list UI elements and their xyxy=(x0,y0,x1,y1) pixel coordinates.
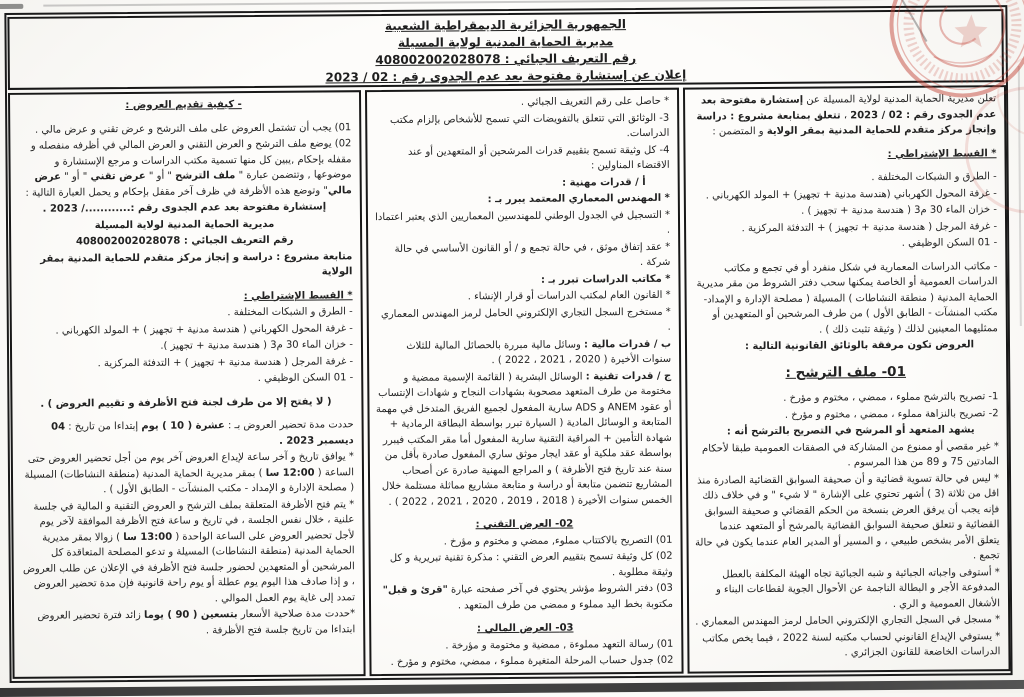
text-segment: تعلن مديرية الحماية المدنية لولاية المسيلة عن xyxy=(803,93,997,106)
text-segment: متابعة مشروع : دراسة و إنجاز مركز متقدم للحماية المدنية بمقر الولاية xyxy=(40,250,353,278)
paragraph xyxy=(16,96,351,114)
paragraph xyxy=(691,146,996,164)
text-segment: * مستخرج السجل التجاري الإلكتروني الحامل لرمز المهندس المعماري . xyxy=(380,306,671,333)
text-segment: وسائل مالية مبررة بالحصائل المالية للثلاث سنوات الأخيرة ( 2020 ، 2021 ، 2022 ) . xyxy=(406,338,672,367)
text-segment: مكتوبة بخط اليد مملوء و ممضي من طرف المتعهد . xyxy=(457,598,674,611)
paragraph xyxy=(376,532,672,550)
text-segment: - مكاتب الدراسات المعمارية في شكل منفرد أو في تجمع و مكاتب الدراسات العمومية أو الخاصة يمكنها سحب دفتر الشروط من مقر مديرية الحماية المدنية ( منطقة النشاطات ) المسيلة ( مصلحة الإدارة و الإمداد- مكتب المنشآت - الطابق الأول ) من طرف المرشحين أو المتعهدين أو ممثليهما المعينين لذلك ( وثيقة تثبت ذلك ) . xyxy=(696,260,998,336)
text-segment: 01) رسالة التعهد مملوءة , ممضية و مختومة و مؤرخة . xyxy=(445,638,674,652)
text-segment: إبتداءا من تاريخ : xyxy=(65,420,142,433)
text-segment: - غرفة المرجل ( هندسة مدنية + تجهيز ) + التدفئة المركزية . xyxy=(741,220,998,234)
paragraph xyxy=(691,91,996,140)
text-segment: مديرية الحماية المدنية لولاية المسيلة xyxy=(94,218,275,231)
paragraph xyxy=(19,417,354,451)
text-segment: 3- الوثائق التي تتعلق بالتفويضات التي تسمح للأشخاص بإلزام مكتب الدراسات. xyxy=(389,112,670,140)
paragraph xyxy=(18,288,353,306)
paragraph xyxy=(377,636,673,654)
paragraph xyxy=(20,606,355,640)
scan-edge-right xyxy=(1018,66,1022,326)
paragraph xyxy=(693,390,998,408)
text-segment: * يستوفي الإيداع القانوني لحساب مكتبه لسنة 2022 ، فيما يخص مكاتب الدراسات الخاضعة للقانون الجزائري . xyxy=(702,631,1001,659)
paragraph xyxy=(375,368,672,510)
paragraph xyxy=(18,337,353,355)
text-segment: إستشارة مفتوحة بعد عدم الجدوى رقم : 02 / 2023 xyxy=(700,94,997,121)
text-segment: - الطرق و الشبكات المختلفة . xyxy=(871,171,997,184)
text-segment: * المهندس المعماري المعتمد يبرر بـ : xyxy=(487,192,670,206)
paragraph xyxy=(18,354,353,372)
text-segment: العروض تكون مرفقة بالوثائق القانونية التالية : xyxy=(744,339,975,353)
paragraph xyxy=(692,169,997,187)
text-segment: زائد فترة تحضير العروض ابتداءا من تاريخ جلسة فتح الأظرفة . xyxy=(37,609,356,636)
document-header xyxy=(7,9,1004,90)
text-segment: رقم التعريف الجبائي : 408002002028078 xyxy=(75,234,294,248)
text-segment: 4- كل وثيقة تسمح بتقييم قدرات المرشحين أو المتعهدين أو عند الاقتضاء المناولين : xyxy=(407,144,670,172)
text-segment: 01- ملف الترشح : xyxy=(785,363,907,381)
paragraph xyxy=(18,304,353,322)
text-segment: * حاصل على رقم التعريف الجبائي . xyxy=(520,95,670,108)
paragraph xyxy=(377,620,673,638)
paragraph xyxy=(377,653,673,671)
text-segment: ملف الترشح xyxy=(175,170,236,182)
paragraph xyxy=(694,471,1000,566)
paragraph xyxy=(373,142,669,175)
paragraph xyxy=(375,288,671,306)
scan-edge-top xyxy=(43,0,903,7)
paragraph xyxy=(695,565,1000,614)
header-line-tax-id: رقم التعريف الجبائي : 408002002028078 xyxy=(375,51,637,68)
text-segment: 04 ديسمبر 2023 . xyxy=(51,421,354,447)
paragraph xyxy=(16,120,351,138)
text-segment: 02) يوضع ملف الترشح و العرض التقني و العرض المالي في أظرفه منفصله و مقفله بإحكام ,يبين كل منها تسمية مكتب الدراسات و مرجع الإستشارة و موضوعها , وتتضمن عبارة " xyxy=(30,138,352,182)
text-segment: * يتم فتح الأظرفة المتعلقة بملف الترشح و العروض التقنية و المالية في جلسة علنية ، خلال نفس الجلسة ، في تاريخ و ساعة فتح الأظرفة الموافقة لآخر يوم لأجل تحضير العروض على الساعة الواحدة ( xyxy=(33,498,355,543)
paragraph xyxy=(693,337,998,355)
text-segment: عرض مالي xyxy=(34,171,352,196)
paragraph xyxy=(694,423,999,441)
text-segment: يشهد المتعهد أو المرشح في التصريح بالترشح أنه : xyxy=(726,424,975,438)
paragraph xyxy=(19,497,355,608)
paragraph xyxy=(17,216,352,234)
paragraph xyxy=(695,629,1000,662)
text-segment: * ليس في حالة تسوية قضائية و أن صحيفة السوابق القضائية الصادرة منذ اقل من ثلاثة (3 ) أشهر تحتوي على الإشارة " لا شيء " و في خلاف ذلك فإنه يجب أن يرفق العرض بنسخة من الحكم القضائي و صحيفة السوابق القضائية و تتعلق صحيفة السوابق القضائية بالمرشح أو المتعهد عندما يتعلق الأمر بشخص طبيعي ، و المسير أو المدير العام عندما يكون في حالة تجمع . xyxy=(695,473,1000,562)
text-segment: - غرفة المحول الكهرباني (هندسة مدنية + تجهيز) + المولد الكهرباني . xyxy=(705,187,997,201)
text-segment: * القسط الإشتراطي : xyxy=(887,147,997,160)
text-segment: " وتوضع هذه الأظرفة في ظرف آخر مقفل بإحكام و يحمل العبارة التالية : xyxy=(25,184,328,199)
header-line-directorate: مديرية الحماية المدنية لولاية المسيلة xyxy=(397,34,614,50)
paragraph xyxy=(373,110,669,143)
text-segment: - غرفة المحول الكهرباني ( هندسة مدنية + تجهيز ) + المولد الكهرباني . xyxy=(55,322,353,337)
paragraph xyxy=(17,249,352,283)
text-segment: ) بمقر مديرية الحماية المدنية (منطقة النشاطات) المسيلة ( مصلحة الإدارة و الإمداد - مكتب المنشآت - الطابق الأول ) . xyxy=(24,467,355,496)
header-line-announcement-title: إعلان عن إستشارة مفتوحة بعد عدم الجدوى رقم : 02 / 2023 xyxy=(325,67,687,85)
text-segment: تتعلق بمتابعة مشروع : دراسة وإنجاز مركز متقدم للحماية المدنية بمقر الولاية xyxy=(696,109,997,137)
text-segment: 01) التصريح بالاكتتاب مملوء, ممضي و مختوم و مؤرخ . xyxy=(443,534,673,548)
text-segment: * أستوفى واجباته الجبائية و شبه الجبائية تجاه الهيئة المكلفة بالعطل المدفوعة الأجر و البطالة الناجمة عن الأحوال الجوية لقطاعات البناء و الأشغال العمومية و الري . xyxy=(715,567,1001,610)
paragraph xyxy=(18,321,353,339)
paragraph xyxy=(373,94,669,112)
header-line-republic: الجمهورية الجزائرية الديمقراطية الشعبية xyxy=(384,17,627,33)
text-segment: عشرة ( 10 ) يوم xyxy=(141,420,225,432)
text-segment: و المتضمن : xyxy=(712,125,767,138)
text-segment: - خزان الماء 30 م3 ( هندسة مدنية + تجهيز ) . xyxy=(801,204,997,217)
text-segment: * القسط الإشتراطي : xyxy=(243,289,353,302)
paragraph xyxy=(692,235,997,253)
text-segment: الوسائل البشرية ( القائمة الإسمية ممضية و مختومة من طرف المتعهد مصحوبة بشهادات النجاح و شهادات الإنتساب أو عقود ANEM و ADS سارية المفعول لجميع الفريق المتدخل في مهمة المتابعة و الوسائل المادية ( السيارة تبرر بواسطة البطاقة الرمادية + شهادة التأمين + المراقبة التقنية سارية المفعول أما مقر المكتب فيبرر بواسطة عقد ملكية أو عقد ايجار موثق ساري المفعول صادرة بأقل من سنة عند تاريخ فتح الأظرفة ) و المراجع المهنية صادرة عن أصحاب المشاريع تتضمن متابعة أو دراسة و متابعة مشاريع مماثلة مستلمة خلال الخمس سنوات الأخيرة ( 2018 ، 2019 ، 2020 ، 2021 ، 2022 ) . xyxy=(375,370,673,508)
text-segment: - كيفية تقديم العروض : xyxy=(125,99,242,112)
paragraph xyxy=(692,259,998,339)
paragraph xyxy=(377,581,673,614)
paragraph xyxy=(692,202,997,220)
text-segment: - 01 السكن الوظيفي . xyxy=(257,372,354,384)
text-segment: * التسجيل في الجدول الوطني للمهندسين المعماريين الذي يعتبر اعتمادا . xyxy=(375,209,671,236)
text-segment: * عقد إتفاق موثق ، في حالة تجمع و / أو القانون الأساسي في حالة شركة . xyxy=(394,241,671,268)
text-segment: ج / قدرات تقنية : xyxy=(585,370,672,382)
text-segment: * يوافق تاريخ و آخر ساعة لإيداع العروض آخر يوم من أجل تحضير العروض حتى الساعة ( xyxy=(27,451,355,479)
paragraph xyxy=(695,613,1000,631)
text-segment: ( لا يفتح إلا من طرف لجنة فتح الأظرفة و تقييم العروض ) . xyxy=(40,395,332,410)
paragraph xyxy=(374,271,670,289)
text-segment: أ / قدرات مهنية : xyxy=(562,176,646,189)
text-segment: 03- العرض المالي : xyxy=(476,622,574,635)
scan-smudge xyxy=(0,4,23,9)
text-segment: 03) دفتر الشروط مؤشر يحتوي في آخر صفحته عبارة xyxy=(447,582,673,596)
paragraph xyxy=(377,549,673,582)
column-required-documents xyxy=(365,88,684,676)
paragraph xyxy=(374,174,670,192)
paragraph xyxy=(16,136,351,201)
text-segment: 01) يجب أن تشتمل العروض على ملف الترشح و عرض تقني و عرض مالي . xyxy=(34,121,352,136)
paragraph xyxy=(18,370,353,388)
text-segment: عرض تقني xyxy=(90,170,146,183)
paragraph xyxy=(18,394,353,412)
text-segment: إستشارة مفتوحة بعد عدم الجدوى رقم :............/ 2023 . xyxy=(42,201,327,215)
text-segment: 13:00 سا xyxy=(123,531,173,543)
text-segment: 02) كل وثيقة تسمح بتقييم العرض التقني : مذكرة تقنية تبريرية و كل وثيقة مطلوبة . xyxy=(389,550,673,578)
text-segment: " أو " xyxy=(145,170,176,182)
text-segment: 12:00 سا xyxy=(265,467,315,479)
paragraph xyxy=(693,361,998,384)
text-segment: بتسعين ( 90 ) يوما xyxy=(143,609,238,621)
scan-edge-bottom xyxy=(0,680,1024,697)
text-segment: ، xyxy=(840,109,851,121)
text-segment: "قرئ و قبل" xyxy=(382,584,448,597)
column-submission-instructions xyxy=(8,90,366,679)
paragraph xyxy=(693,406,998,424)
paragraph xyxy=(374,191,670,209)
text-segment: *حددت مدة صلاحية الأسعار xyxy=(237,608,356,621)
text-segment: 02) جدول حساب المرحلة المتغيرة مملوء ، ممضي، مختوم و مؤرخ . xyxy=(390,654,674,668)
text-segment: - الطرق و الشبكات المختلفة . xyxy=(227,306,353,319)
text-segment: حددت مدة تحضير العروض بـ : xyxy=(224,419,354,432)
text-segment: 02- العرض التقني : xyxy=(475,518,574,531)
paragraph xyxy=(376,516,672,534)
paragraph xyxy=(17,199,352,217)
text-segment: * مكاتب الدراسات تبرر بـ : xyxy=(540,273,671,286)
text-segment: - 01 السكن الوظيفي . xyxy=(901,237,998,249)
paragraph xyxy=(694,439,999,472)
text-segment: - خزان الماء 30 م3 ( هندسة مدنية + تجهيز ). xyxy=(160,339,354,352)
text-segment: * القانون العام لمكتب الدراسات أو قرار الإنشاء . xyxy=(467,289,671,303)
text-segment: ب / قدرات مالية : xyxy=(583,338,672,350)
text-segment: * غير مقصي أو ممنوع من المشاركة في الصفقات العمومية طبقا لأحكام المادتين 75 و 89 من هذا المرسوم . xyxy=(701,441,999,469)
paragraph xyxy=(375,304,671,337)
text-segment: 1- تصريح بالترشح مملوء ، ممضي ، مختوم و مؤرخ . xyxy=(783,391,999,405)
paragraph xyxy=(17,232,352,250)
text-segment: * مسجل في السجل التجاري الإلكتروني الحامل لرمز المهندس المعماري . xyxy=(695,614,1001,628)
paragraph xyxy=(374,207,670,240)
paragraph xyxy=(692,186,997,204)
paragraph xyxy=(374,239,670,272)
text-segment: 2- تصريح بالنزاهة مملوء ، ممضي ، مختوم و مؤرخ . xyxy=(784,408,999,421)
column-announcement-body xyxy=(683,85,1011,674)
text-segment: " أو " xyxy=(60,171,91,183)
text-segment: - غرفة المرجل ( هندسة مدنية + تجهيز ) + التدفئة المركزية . xyxy=(97,355,354,369)
paragraph xyxy=(692,219,997,237)
paragraph xyxy=(19,449,354,498)
paragraph xyxy=(375,336,671,369)
text-segment: ) زوالا بمقر مديرية الحماية المدنية (منطقة النشاطات) المسيلة و تدعو المصلحة المتعاقدة كل المرشحين أو المتعهدين لحضور جلسة فتح الأظرفة في الإعلان عن طلب العروض ، و إذا صادف هذا اليوم يوم عطلة أو يوم راحة قانونية فإن مدة تحضير العروض تمدد إلى غاية يوم العمل الموالي . xyxy=(22,531,356,604)
